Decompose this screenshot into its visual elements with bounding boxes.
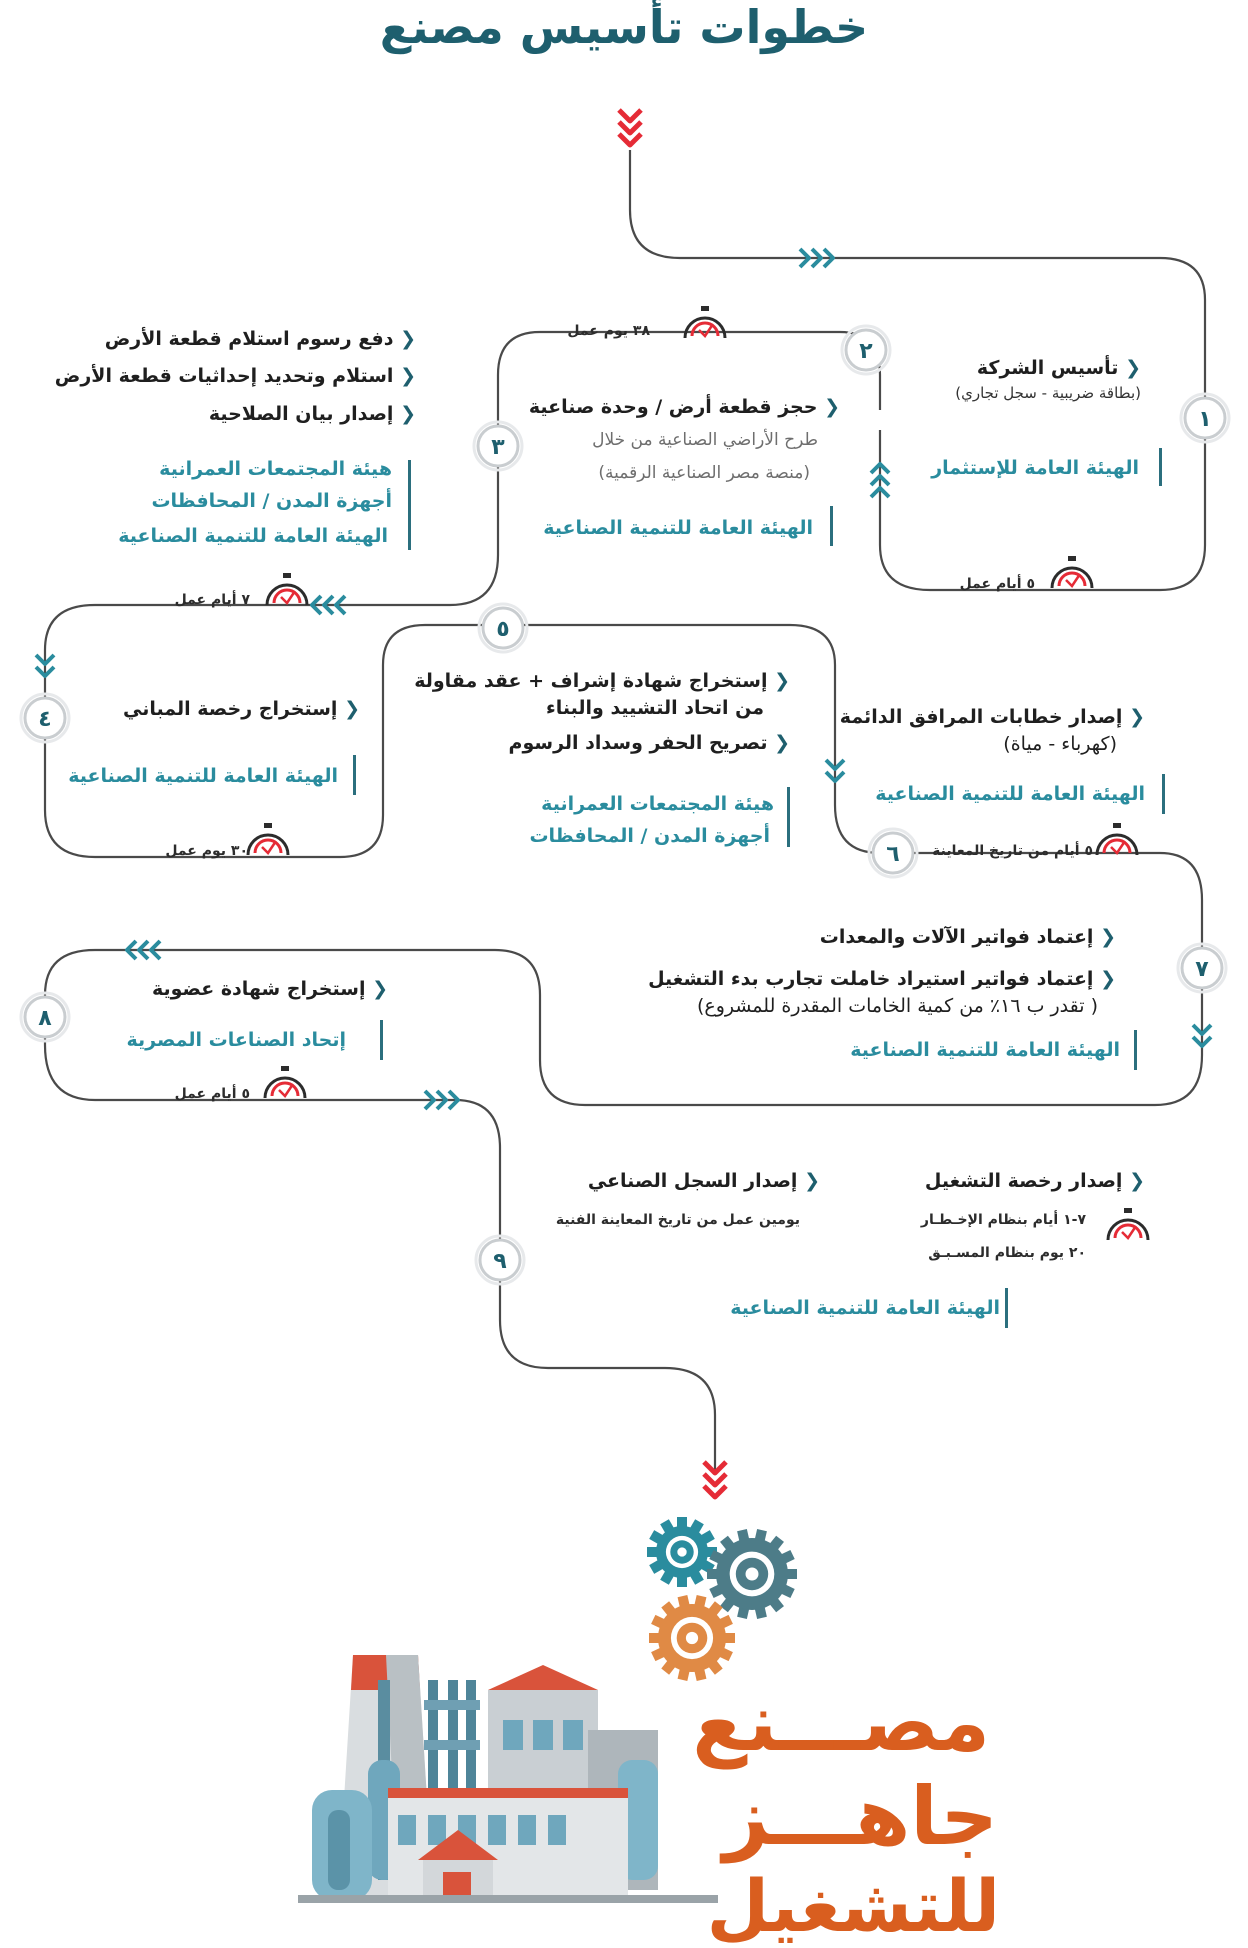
svg-text:٥: ٥ (496, 617, 510, 642)
step3-agency-1: هيئة المجتمعات العمرانية (159, 458, 392, 480)
step5-item-2: ❮ تصريح الحفر وسداد الرسوم (508, 732, 790, 754)
step9-item-1: ❮ إصدار رخصة التشغيل (924, 1170, 1145, 1192)
step9-agency: الهيئة العامة للتنمية الصناعية (730, 1297, 1000, 1319)
step7-item-2: ❮ إعتماد فواتير استيراد خاملت تجارب بدء التشغيل (648, 968, 1116, 990)
svg-text:٨: ٨ (38, 1006, 52, 1031)
step-number-8 (21, 993, 69, 1041)
step5-agency-2: أجهزة المدن / المحافظات (529, 825, 770, 847)
step3-item-2: ❮ استلام وتحديد إحداثيات قطعة الأرض (54, 365, 416, 387)
step-number-3 (474, 422, 522, 470)
step4-agency: الهيئة العامة للتنمية الصناعية (68, 765, 338, 787)
step6-duration: ٥ أيام من تاريخ المعاينة (932, 843, 1093, 859)
step3-agency-2: أجهزة المدن / المحافظات (151, 490, 392, 512)
svg-text:٦: ٦ (886, 842, 900, 867)
step6-agency: الهيئة العامة للتنمية الصناعية (875, 783, 1145, 805)
step8-duration: ٥ أيام عمل (174, 1086, 250, 1102)
step-number-1 (1181, 394, 1229, 442)
page-title: خطوات تأسيس مصنع (379, 0, 869, 54)
step4-duration: ٣٠ يوم عمل (165, 843, 248, 859)
svg-text:٤: ٤ (38, 707, 52, 732)
step3-duration: ٧ أيام عمل (174, 592, 250, 608)
step-number-6 (869, 829, 917, 877)
step5-item-1b: من اتحاد التشييد والبناء (546, 697, 764, 719)
step2-desc-2: (منصة مصر الصناعية الرقمية) (598, 463, 810, 483)
timer-icon (685, 306, 725, 338)
step8-agency: إتحاد الصناعات المصرية (126, 1029, 346, 1051)
step1-title: ❮ تأسيس الشركة (976, 357, 1141, 379)
start-arrow-icon (619, 110, 641, 145)
final-line-2: جاهـــز (723, 1770, 998, 1863)
step9-note-3: يومين عمل من تاريخ المعاينة الفنية (555, 1212, 800, 1228)
step6-sub: (كهرباء - مياة) (1003, 733, 1117, 755)
timer-icon (265, 1066, 305, 1098)
step5-item-1: ❮ إستخراج شهادة إشراف + عقد مقاولة (414, 670, 790, 692)
svg-text:٢: ٢ (859, 339, 873, 364)
step2-duration: ٣٨ يوم عمل (567, 323, 650, 339)
step-number-2 (842, 326, 890, 374)
svg-text:١: ١ (1198, 407, 1212, 432)
step1-agency: الهيئة العامة للإستثمار (931, 457, 1139, 479)
step-number-9 (476, 1236, 524, 1284)
step3-agency-3: الهيئة العامة للتنمية الصناعية (118, 525, 388, 547)
timer-icon (248, 823, 288, 855)
final-line-1: مصـــنع (692, 1676, 990, 1769)
step3-item-1: ❮ دفع رسوم استلام قطعة الأرض (104, 328, 416, 350)
step7-agency: الهيئة العامة للتنمية الصناعية (850, 1039, 1120, 1061)
step9-note-2: ٢٠ يوم بنظام المسـبـق (928, 1245, 1086, 1261)
svg-text:٣: ٣ (491, 435, 505, 460)
timer-icon (267, 573, 307, 605)
step3-item-3: ❮ إصدار بيان الصلاحية (208, 403, 416, 425)
factory-icon (298, 1640, 718, 1940)
timer-icon (1108, 1208, 1148, 1240)
step2-agency: الهيئة العامة للتنمية الصناعية (543, 517, 813, 539)
step1-duration: ٥ أيام عمل (959, 576, 1035, 592)
svg-text:٩: ٩ (493, 1249, 507, 1274)
step8-title: ❮ إستخراج شهادة عضوية (151, 978, 388, 1000)
step-number-4 (21, 694, 69, 742)
step6-title: ❮ إصدار خطابات المرافق الدائمة (839, 706, 1145, 728)
step4-title: ❮ إستخراج رخصة المباني (123, 698, 360, 720)
step7-note: ( تقدر ب ١٦٪ من كمية الخامات المقدرة للمشروع) (696, 995, 1098, 1017)
timer-icon (1097, 823, 1137, 855)
step1-sub: (بطاقة ضريبية - سجل تجاري) (955, 384, 1141, 402)
step9-note-1: ٧-١ أيام بنظام الإخـطـار (920, 1212, 1086, 1228)
step2-desc-1: طرح الأراضي الصناعية من خلال (592, 430, 818, 450)
step-number-7 (1178, 944, 1226, 992)
step-number-5 (479, 604, 527, 652)
step7-item-1: ❮ إعتماد فواتير الآلات والمعدات (819, 926, 1116, 948)
step5-agency-1: هيئة المجتمعات العمرانية (541, 793, 774, 815)
step9-item-2: ❮ إصدار السجل الصناعي (587, 1170, 820, 1192)
final-line-3: للتشغيل (706, 1864, 1000, 1948)
svg-text:٧: ٧ (1195, 957, 1209, 982)
timer-icon (1052, 556, 1092, 588)
step2-title: ❮ حجز قطعة أرض / وحدة صناعية (528, 396, 840, 418)
